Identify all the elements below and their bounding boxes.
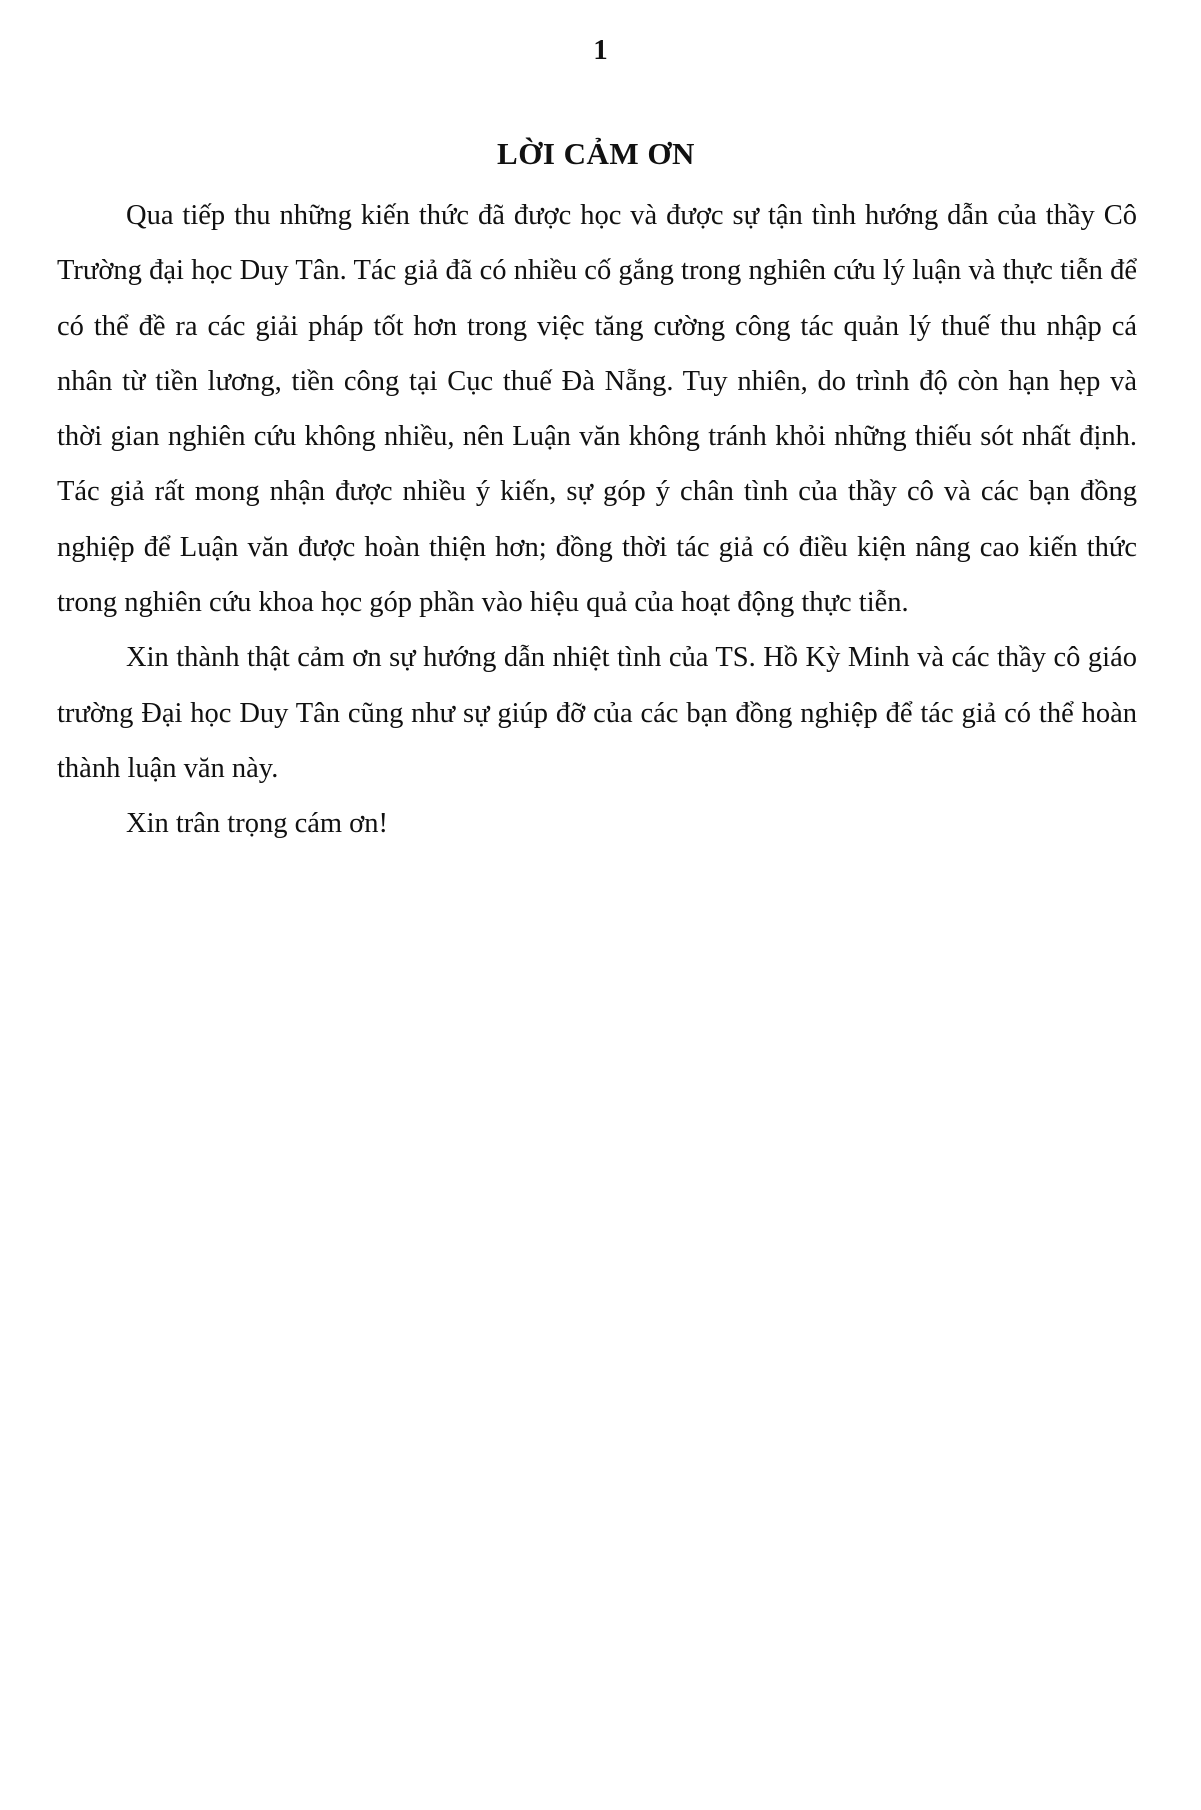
paragraph-closing: Xin trân trọng cám ơn! (126, 808, 388, 840)
page-number: 1 (593, 34, 608, 66)
document-body (57, 188, 1137, 852)
paragraph-thanks: Xin thành thật cảm ơn sự hướng dẫn nhiệt tình của TS. Hồ Kỳ Minh và các thầy cô giáo trường Đại học Duy Tân cũng như sự giúp đỡ của các bạn đồng nghiệp để tác giả có thể hoàn thành luận văn này. (57, 642, 1137, 784)
paragraph-intro: Qua tiếp thu những kiến thức đã được học và được sự tận tình hướng dẫn của thầy Cô Trường đại học Duy Tân. Tác giả đã có nhiều cố gắng trong nghiên cứu lý luận và thực tiễn để có thể đề ra các giải pháp tốt hơn trong việc tăng cường công tác quản lý thuế thu nhập cá nhân từ tiền lương, tiền công tại Cục thuế Đà Nẵng. Tuy nhiên, do trình độ còn hạn hẹp và thời gian nghiên cứu không nhiều, nên Luận văn không tránh khỏi những thiếu sót nhất định. Tác giả rất mong nhận được nhiều ý kiến, sự góp ý chân tình của thầy cô và các bạn đồng nghiệp để Luận văn được hoàn thiện hơn; đồng thời tác giả có điều kiện nâng cao kiến thức trong nghiên cứu khoa học góp phần vào hiệu quả của hoạt động thực tiễn. (57, 200, 1137, 619)
page-title: LỜI CẢM ƠN (497, 136, 695, 171)
